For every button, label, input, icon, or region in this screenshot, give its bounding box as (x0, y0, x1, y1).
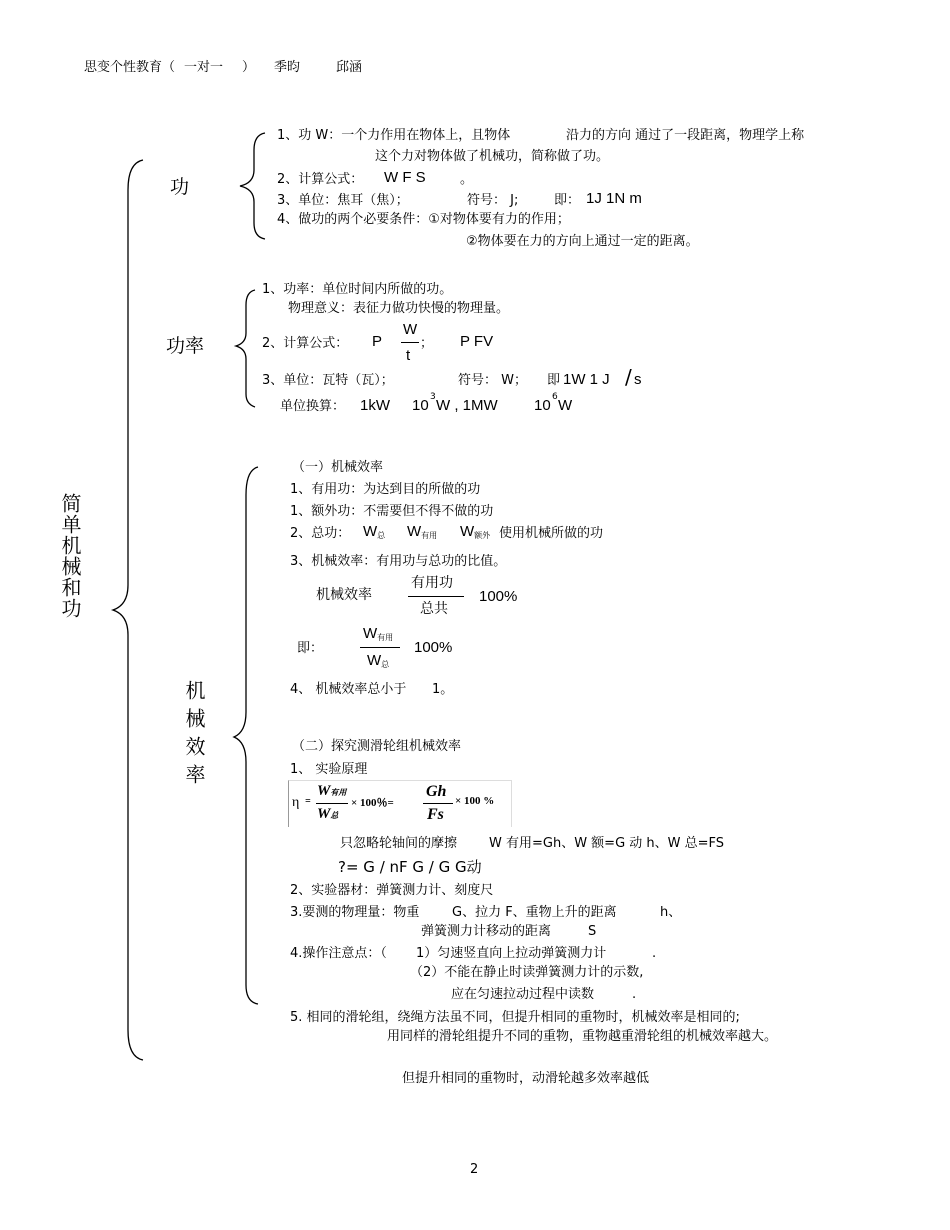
work-formula: W F S (384, 169, 426, 186)
eff-work-relations: W 有用=Gh、W 额=G 动 h、W 总=FS (489, 836, 725, 851)
fb-line-2 (423, 803, 453, 804)
eff-principle: 1、 实验原理 (290, 762, 368, 777)
fb-w-useful: W有用 (317, 783, 347, 799)
eff-W-extra: $W_{额外}$ (460, 523, 491, 540)
power-convert-label: 单位换算： (280, 399, 346, 414)
power-W: W (403, 321, 418, 338)
eff-ji: 即： (297, 641, 324, 656)
power-equiv-label: 即 (547, 373, 561, 388)
eff-friction-note: 只忽略轮轴间的摩擦 (340, 836, 458, 851)
work-unit: 3、单位：焦耳（焦）； (277, 193, 409, 208)
header-close: ） (242, 60, 256, 75)
eff-note-1: 1）匀速竖直向上拉动弹簧测力计 (416, 946, 607, 961)
eff-note-2b: 应在匀速拉动过程中读数 (451, 987, 595, 1002)
power-unit: 3、单位：瓦特（瓦）； (262, 373, 394, 388)
work-formula-label: 2、计算公式： (277, 172, 364, 187)
eff-j-den: $W_总$ (367, 652, 390, 669)
eff-measure-a: 3.要测的物理量：物重 (290, 905, 420, 920)
power-def: 1、功率：单位时间内所做的功。 (262, 282, 453, 297)
power-fraction-line (401, 342, 419, 343)
header-mode: 一对一 (184, 60, 224, 75)
eff-W-useful: $W_{有用}$ (407, 523, 438, 540)
power-symbol: 符号： W； (458, 373, 527, 388)
work-equiv: 1J 1N m (586, 190, 642, 207)
eff-efficiency-def: 3、机械效率：有用功与总功的比值。 (290, 554, 507, 569)
page-number: 2 (470, 1162, 479, 1177)
fb-eq: = (305, 796, 311, 807)
work-title: 功 (170, 176, 190, 198)
eff-conclusion-3: 但提升相同的重物时，动滑轮越多效率越低 (402, 1071, 650, 1086)
power-10b: 10 (534, 397, 551, 414)
eff-measure-d: 弹簧测力计移动的距离 (421, 924, 552, 939)
efficiency-title: 机械效率 (182, 680, 206, 792)
power-W-unit: W (558, 397, 573, 414)
eff-note-2b-end: . (632, 987, 637, 1002)
eff-j-pct: 100% (414, 639, 453, 656)
eff-j-fraction-line (360, 647, 400, 648)
power-formula-2: P FV (460, 333, 494, 350)
fb-gh: Gh (426, 783, 447, 800)
eff-eta-relation: ?= G / nF G / G G动 (338, 858, 482, 876)
work-symbol: 符号： J; (467, 193, 519, 208)
eff-note-1-end: . (652, 946, 657, 961)
efficiency-brace (234, 467, 258, 1004)
power-slash: / (625, 365, 632, 389)
eff-extra-work: 1、额外功：不需要但不得不做的功 (290, 504, 494, 519)
main-brace (113, 160, 143, 1060)
eff-part1-title: （一）机械效率 (292, 460, 384, 475)
power-kw: 1kW (360, 397, 390, 414)
work-def-a: 1、功 W：一个力作用在物体上，且物体 (277, 128, 511, 143)
eff-measure-c: h、 (660, 905, 682, 920)
header-org: 思变个性教育（ (84, 60, 176, 75)
eff-notes-label: 4.操作注意点：（ (290, 946, 387, 961)
power-equiv-s: s (634, 371, 642, 388)
power-equiv: 1W 1 J (563, 371, 610, 388)
header-student: 邱涵 (336, 60, 363, 75)
work-condition-2: ②物体要在力的方向上通过一定的距离。 (466, 234, 699, 249)
eff-W-total: $W_总$ (363, 523, 386, 540)
eff-measure-e: S (588, 924, 597, 939)
eff-fraction-line (408, 596, 464, 597)
eff-note-2: （2）不能在静止时读弹簧测力计的示数, (410, 965, 644, 980)
work-brace (240, 133, 265, 239)
eff-total-work-label: 2、总功： (290, 526, 351, 541)
eff-conclusion-2: 用同样的滑轮组提升不同的重物，重物越重滑轮组的机械效率越大。 (387, 1029, 778, 1044)
eff-total-work-desc: 使用机械所做的功 (499, 526, 604, 541)
work-equiv-label: 即： (554, 193, 581, 208)
eff-less-than-one: 4、 机械效率总小于 (290, 682, 407, 697)
eff-formula-den: 总共 (420, 601, 448, 617)
power-t: t (406, 347, 411, 364)
fb-times: × 100％= (351, 797, 394, 809)
fb-w-total: W总 (317, 806, 339, 822)
power-mw: W , 1MW (436, 397, 498, 414)
work-conditions: 4、做功的两个必要条件：①对物体要有力的作用； (277, 212, 570, 227)
power-semi: ； (420, 336, 434, 351)
fb-fs: Fs (427, 806, 444, 823)
eff-conclusion-1: 5. 相同的滑轮组，绕绳方法虽不同，但提升相同的重物时，机械效率是相同的; (290, 1010, 740, 1025)
eff-useful-work: 1、有用功：为达到目的所做的功 (290, 482, 481, 497)
power-formula-label: 2、计算公式： (262, 336, 349, 351)
principle-formula (288, 780, 512, 827)
power-10: 10 (412, 397, 429, 414)
power-meaning: 物理意义：表征力做功快慢的物理量。 (288, 301, 510, 316)
eff-measure-b: G、拉力 F、重物上升的距离 (452, 905, 617, 920)
fb-times-2: × 100 % (455, 795, 495, 807)
eff-formula-num: 有用功 (411, 575, 453, 591)
fb-eta: η (292, 795, 300, 810)
eff-part2-title: （二）探究测滑轮组机械效率 (292, 739, 462, 754)
eff-formula-pct: 100% (479, 588, 518, 605)
eff-equipment: 2、实验器材：弹簧测力计、刻度尺 (290, 883, 494, 898)
eff-less-than-one-val: 1。 (432, 682, 454, 697)
main-title: 简单机械和功 (58, 493, 82, 619)
fb-line-1 (316, 803, 348, 804)
work-def-c: 这个力对物体做了机械功，简称做了功。 (375, 149, 610, 164)
work-def-b: 沿力的方向 通过了一段距离，物理学上称 (566, 128, 805, 143)
work-formula-end: 。 (460, 172, 474, 187)
power-exp6: 6 (552, 392, 558, 402)
power-exp3: 3 (430, 392, 436, 402)
eff-j-num: $W_{有用}$ (363, 625, 394, 642)
header-teacher: 季昀 (274, 60, 301, 75)
power-P: P (372, 333, 383, 350)
power-title: 功率 (166, 335, 205, 357)
eff-formula-label: 机械效率 (316, 587, 372, 603)
power-brace (236, 290, 255, 407)
